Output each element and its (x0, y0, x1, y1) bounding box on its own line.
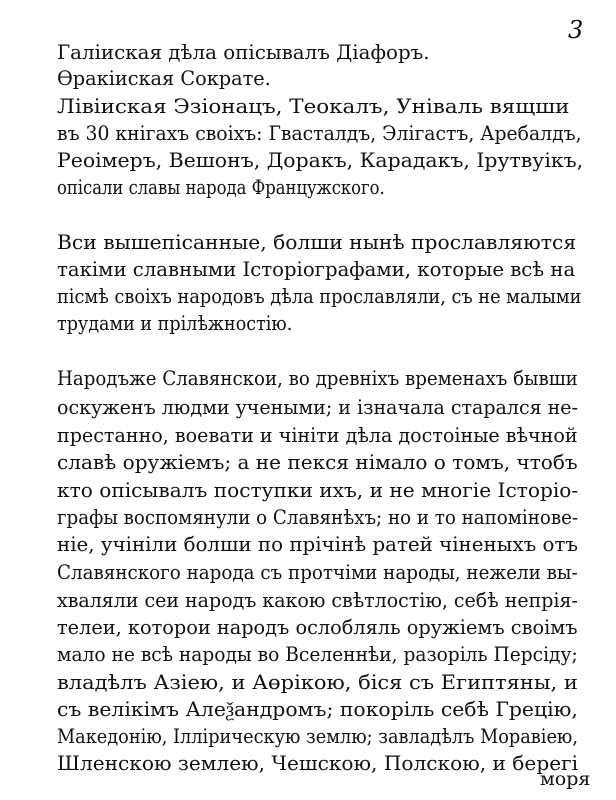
text-line: Реоімеръ, Вешонъ, Доракъ, Карадакъ, Ірутвуікъ, (57, 148, 584, 172)
text-line: Славянского народа съ протчіми народы, нежели вы- (57, 560, 578, 584)
text-line: графы воспомянули о Славянѣхъ; но и то напомінове- (57, 505, 579, 529)
text-line: Вси вышепісанные, болши нынѣ прославляются (57, 230, 577, 254)
text-line: телеи, которои народъ ослобляль оружіемъ своімъ (57, 615, 578, 639)
text-line: трудами и прілѣжностію. (57, 311, 293, 335)
text-line: оскуженъ людми учеными; и ізначала старался не- (57, 395, 578, 419)
text-line: Шленскою землею, Чешскою, Полскою, и берегі (57, 751, 579, 775)
catchword: моря (540, 768, 591, 790)
text-line: хваляли сеи народъ какою свѣтлостію, себѣ непрія- (57, 588, 578, 612)
text-line: Македонію, Іллірическую землю; завладѣлъ Моравіею, (57, 724, 578, 748)
text-line: пісмѣ своіхъ народовъ дѣла прославляли, съ не малыми (57, 284, 582, 308)
text-line: Лівіиская Эзіонацъ, Теокалъ, Уніваль вящши (57, 94, 570, 118)
text-line: Народъже Славянскои, во древніхъ временахъ бывши (57, 366, 578, 390)
text-line: владѣлъ Азіею, и Аөрікою, біся съ Египтяны, и (57, 670, 578, 694)
text-line: опісали славы народа Францужского. (57, 175, 385, 199)
text-line: Галіиская дѣла опісывалъ Діафоръ. (57, 40, 430, 64)
text-line: Өракіиская Сократе. (57, 66, 271, 90)
text-line: кто опісывалъ поступки ихъ, и не многіе Історіо- (57, 478, 579, 502)
page-number: 3 (568, 16, 584, 44)
text-line: такіми славными Історіографами, которые всѣ на (57, 257, 576, 281)
text-line: въ 30 кнігахъ своіхъ: Гвасталдъ, Элігастъ, Аребалдъ, (57, 121, 582, 145)
text-line: ніе, учініли болши по прічінѣ ратей чіненыхъ отъ (57, 532, 579, 556)
text-line: славѣ оружіемъ; а не пекся німало о томъ, чтобъ (57, 450, 578, 474)
text-line: престанно, воевати и чініти дѣла достоіные вѣчной (57, 423, 578, 447)
text-line: съ велікімъ Алеѯандромъ; покоріль себѣ Грецію, (57, 697, 578, 721)
text-line: мало не всѣ народы во Вселеннѣи, разоріль Персіду; (57, 642, 578, 666)
